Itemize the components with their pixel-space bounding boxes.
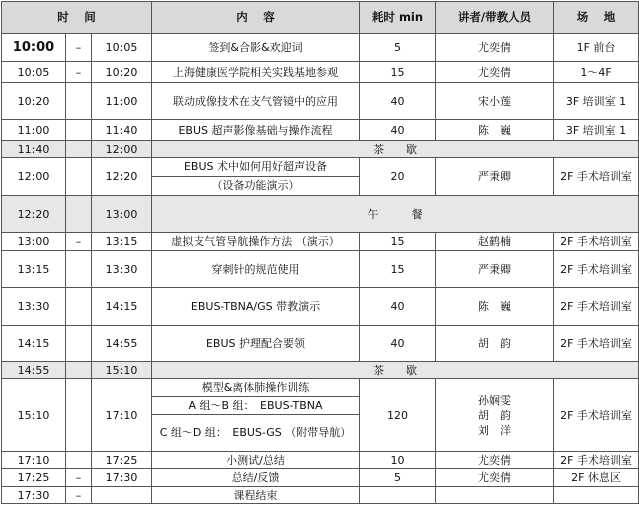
end-time: 11:40 [92, 120, 152, 141]
session-speaker: 尤奕倩 [436, 34, 554, 62]
session-speaker: 尤奕倩 [436, 469, 554, 487]
end-time: 13:15 [92, 233, 152, 251]
session-venue: 2F 手术培训室 [554, 251, 639, 288]
session-content: 小测试/总结 [152, 452, 360, 469]
end-time: 11:00 [92, 83, 152, 120]
session-venue: 2F 手术培训室 [554, 379, 639, 452]
header-speaker: 讲者/带教人员 [436, 2, 554, 34]
session-content [152, 379, 360, 452]
time-separator: – [66, 34, 92, 62]
session-speaker: 赵鹤楠 [436, 233, 554, 251]
end-time [92, 487, 152, 504]
end-time: 17:25 [92, 452, 152, 469]
start-time: 10:00 [2, 34, 66, 62]
time-separator [66, 326, 92, 362]
time-separator [66, 158, 92, 196]
table-row [2, 83, 639, 120]
session-duration: 5 [360, 469, 436, 487]
table-row [2, 251, 639, 288]
session-duration: 120 [360, 379, 436, 452]
end-time: 12:00 [92, 141, 152, 158]
session-duration: 20 [360, 158, 436, 196]
start-time: 17:10 [2, 452, 66, 469]
session-speaker: 严秉卿 [436, 158, 554, 196]
session-venue: 2F 手术培训室 [554, 288, 639, 326]
header-content: 内 容 [152, 2, 360, 34]
session-speaker [436, 379, 554, 452]
start-time: 14:15 [2, 326, 66, 362]
table-row [2, 469, 639, 487]
start-time: 10:05 [2, 62, 66, 83]
time-separator [66, 83, 92, 120]
session-speaker: 宋小莲 [436, 83, 554, 120]
end-time: 10:05 [92, 34, 152, 62]
start-time: 11:40 [2, 141, 66, 158]
session-duration: 15 [360, 62, 436, 83]
session-venue: 2F 手术培训室 [554, 326, 639, 362]
start-time: 11:00 [2, 120, 66, 141]
time-separator [66, 141, 92, 158]
table-row [2, 158, 639, 196]
table-row [2, 120, 639, 141]
content-line: C 组～D 组： EBUS-GS （附带导航） [159, 426, 352, 439]
session-venue: 2F 手术培训室 [554, 452, 639, 469]
session-duration: 40 [360, 288, 436, 326]
session-duration: 40 [360, 120, 436, 141]
session-speaker: 严秉卿 [436, 251, 554, 288]
header-time: 时 间 [2, 2, 152, 34]
time-separator: – [66, 62, 92, 83]
start-time: 13:15 [2, 251, 66, 288]
table-row [2, 326, 639, 362]
session-content: 课程结束 [152, 487, 360, 504]
table-row [2, 62, 639, 83]
session-content: EBUS 护理配合要领 [152, 326, 360, 362]
header-duration: 耗时 min [360, 2, 436, 34]
speaker-line: 胡 韵 [478, 408, 511, 422]
lunch-row [2, 196, 639, 233]
table-row [2, 487, 639, 504]
header-venue: 场 地 [554, 2, 639, 34]
time-separator: – [66, 233, 92, 251]
session-speaker [436, 487, 554, 504]
table-row [2, 452, 639, 469]
end-time: 10:20 [92, 62, 152, 83]
table-row [2, 288, 639, 326]
content-line: A 组～B 组： EBUS-TBNA [152, 397, 359, 415]
session-content: 穿刺针的规范使用 [152, 251, 360, 288]
session-content [152, 158, 360, 196]
table-row [2, 233, 639, 251]
session-content: 虚拟支气管导航操作方法 （演示） [152, 233, 360, 251]
time-separator [66, 196, 92, 233]
tea-break-row [2, 362, 639, 379]
tea-break-row [2, 141, 639, 158]
session-content: EBUS 超声影像基础与操作流程 [152, 120, 360, 141]
session-venue: 3F 培训室 1 [554, 120, 639, 141]
time-separator [66, 288, 92, 326]
start-time: 14:55 [2, 362, 66, 379]
start-time: 13:30 [2, 288, 66, 326]
session-speaker: 尤奕倩 [436, 62, 554, 83]
table-row [2, 34, 639, 62]
session-duration: 40 [360, 326, 436, 362]
content-line: 模型&离体肺操作训练 [152, 379, 359, 397]
break-label: 茶 歇 [152, 362, 639, 379]
content-line: （设备功能演示） [211, 179, 300, 192]
session-venue: 3F 培训室 1 [554, 83, 639, 120]
time-separator [66, 452, 92, 469]
session-duration: 5 [360, 34, 436, 62]
time-separator [66, 120, 92, 141]
session-duration: 40 [360, 83, 436, 120]
session-venue: 1～4F [554, 62, 639, 83]
session-venue [554, 487, 639, 504]
session-venue: 2F 手术培训室 [554, 233, 639, 251]
break-label: 茶 歇 [152, 141, 639, 158]
session-duration: 15 [360, 233, 436, 251]
session-content: 签到&合影&欢迎词 [152, 34, 360, 62]
lunch-label: 午 餐 [152, 196, 639, 233]
time-separator: – [66, 487, 92, 504]
session-content: 上海健康医学院相关实践基地参观 [152, 62, 360, 83]
end-time: 14:15 [92, 288, 152, 326]
end-time: 13:30 [92, 251, 152, 288]
session-duration [360, 487, 436, 504]
start-time: 15:10 [2, 379, 66, 452]
session-speaker: 陈 巍 [436, 288, 554, 326]
session-venue: 2F 休息区 [554, 469, 639, 487]
session-speaker: 尤奕倩 [436, 452, 554, 469]
speaker-line: 刘 洋 [478, 423, 511, 437]
end-time: 14:55 [92, 326, 152, 362]
session-venue: 1F 前台 [554, 34, 639, 62]
end-time: 17:30 [92, 469, 152, 487]
end-time: 12:20 [92, 158, 152, 196]
time-separator: – [66, 469, 92, 487]
time-separator [66, 251, 92, 288]
header-row [2, 2, 639, 34]
start-time: 17:30 [2, 487, 66, 504]
time-separator [66, 362, 92, 379]
start-time: 17:25 [2, 469, 66, 487]
session-content: 总结/反馈 [152, 469, 360, 487]
session-duration: 15 [360, 251, 436, 288]
end-time: 15:10 [92, 362, 152, 379]
session-content: EBUS-TBNA/GS 带教演示 [152, 288, 360, 326]
schedule-table [1, 1, 639, 504]
start-time: 10:20 [2, 83, 66, 120]
session-content: 联动成像技术在支气管镜中的应用 [152, 83, 360, 120]
session-duration: 10 [360, 452, 436, 469]
end-time: 13:00 [92, 196, 152, 233]
start-time: 13:00 [2, 233, 66, 251]
table-row [2, 379, 639, 452]
time-separator [66, 379, 92, 452]
session-speaker: 胡 韵 [436, 326, 554, 362]
content-line: EBUS 术中如何用好超声设备 [152, 158, 359, 177]
start-time: 12:00 [2, 158, 66, 196]
start-time: 12:20 [2, 196, 66, 233]
speaker-line: 孙娴雯 [478, 393, 511, 407]
end-time: 17:10 [92, 379, 152, 452]
session-speaker: 陈 巍 [436, 120, 554, 141]
session-venue: 2F 手术培训室 [554, 158, 639, 196]
